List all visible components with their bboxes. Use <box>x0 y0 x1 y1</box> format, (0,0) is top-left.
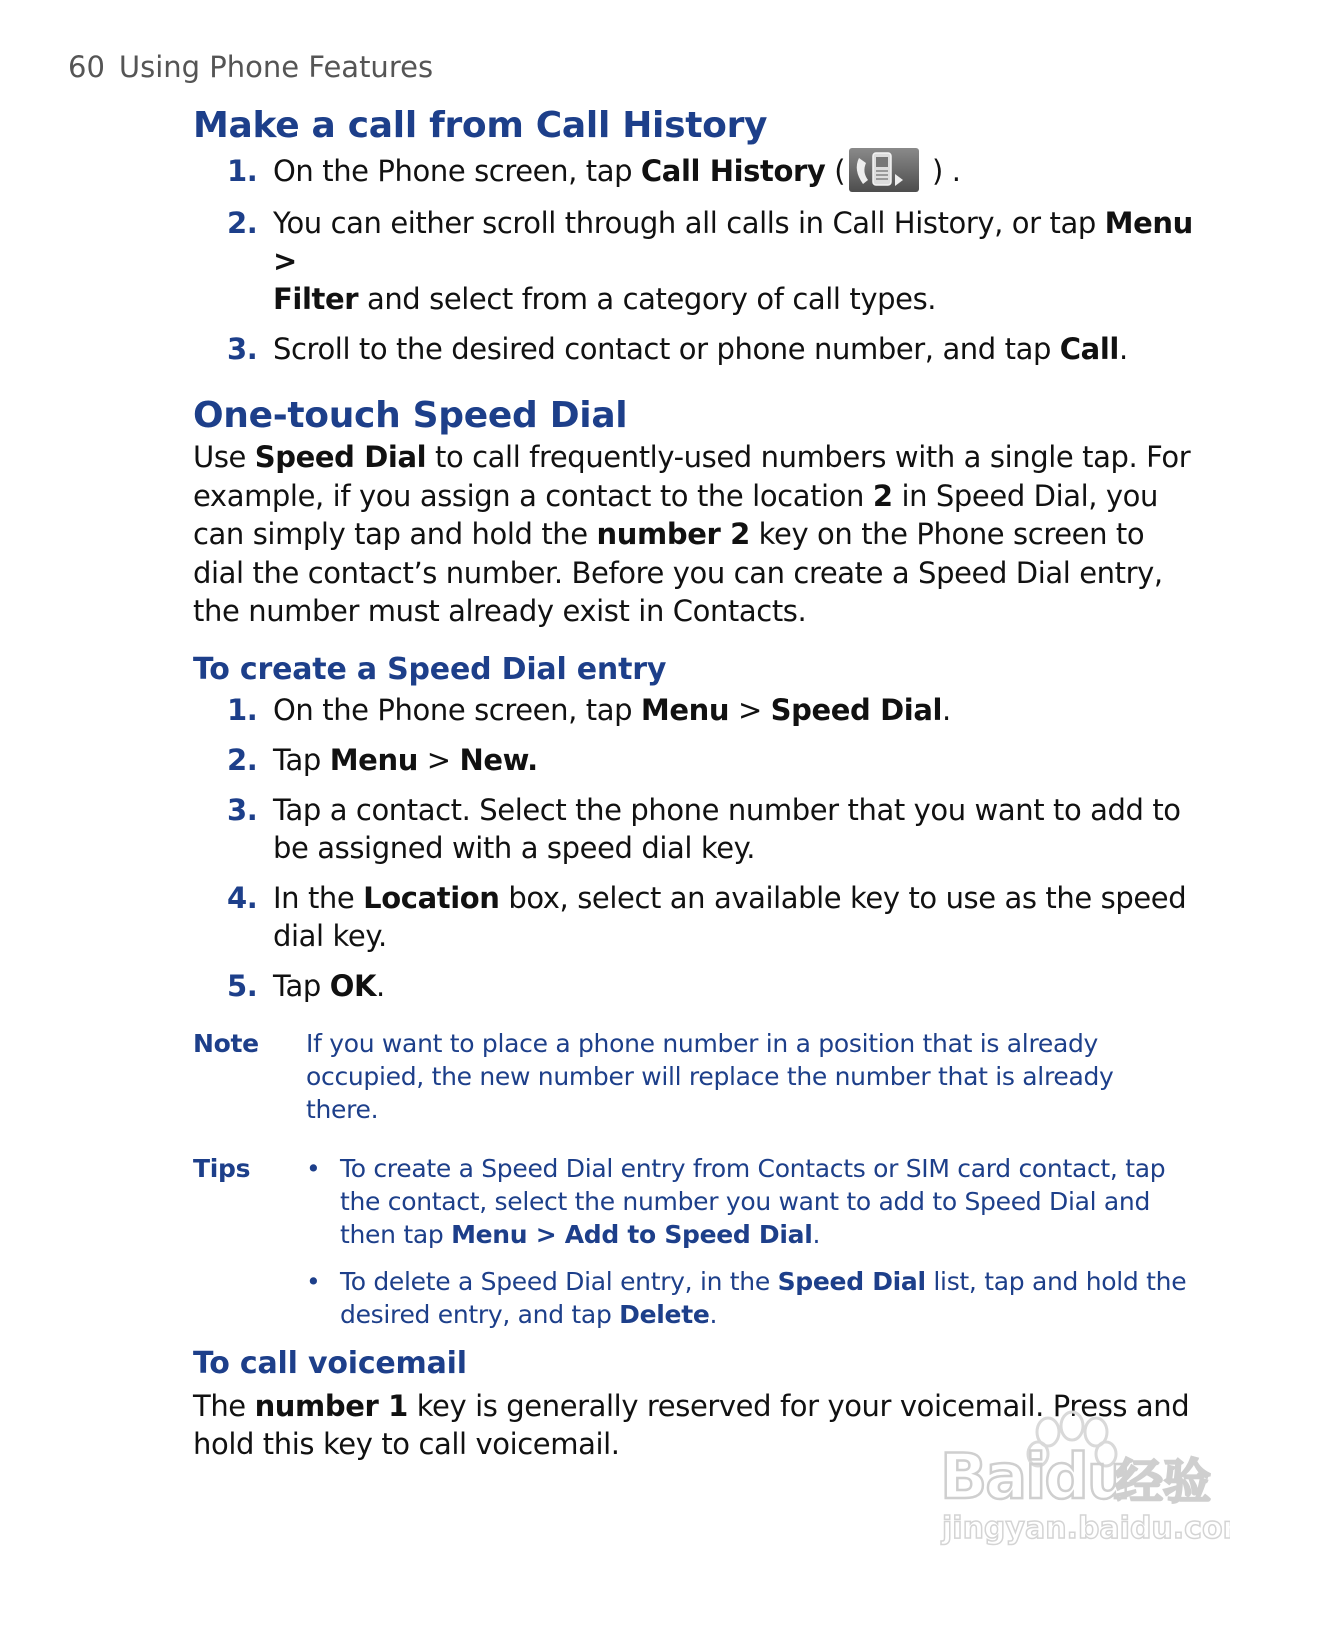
tips-list <box>306 1152 1193 1331</box>
svg-text:Baidu: Baidu <box>940 1440 1129 1513</box>
list-item: 3. Scroll to the desired contact or phone number, and tap Call. <box>227 332 1128 366</box>
list-item: 5. Tap OK. <box>227 968 385 1003</box>
svg-text:经验: 经验 <box>1115 1454 1212 1510</box>
call-history-steps <box>193 152 1193 368</box>
note-callout <box>193 1027 1193 1126</box>
list-item: • To create a Speed Dial entry from Contacts or SIM card contact, tap the contact, select the number you want to add to Speed Dial and then tap Menu > Add to Speed Dial. <box>306 1153 1166 1249</box>
call-history-icon <box>849 148 919 192</box>
note-label: Note <box>193 1028 259 1058</box>
heading-create-entry: To create a Speed Dial entry <box>193 651 667 687</box>
heading-call-history: Make a call from Call History <box>193 105 768 146</box>
page-content <box>193 104 1193 1464</box>
bullet: • <box>306 1153 321 1183</box>
tips-callout <box>193 1152 1193 1331</box>
list-item: 2. Tap Menu > New. <box>227 742 538 777</box>
voicemail-text: The number 1 key is generally reserved for your voicemail. Press and hold this key to call voicemail. <box>193 1388 1190 1461</box>
baidu-watermark <box>930 1410 1230 1550</box>
running-head <box>68 50 433 84</box>
create-entry-steps <box>193 691 1193 1005</box>
speed-dial-intro: Use Speed Dial to call frequently-used numbers with a single tap. For example, if you assign a contact to the location 2 in Speed Dial, you can simply tap and hold the number 2 key on the Phone screen to dial the contact’s number. Before you can create a Speed Dial entry, the number must already exist in Contacts. <box>193 440 1191 628</box>
section-title: Using Phone Features <box>118 50 434 84</box>
list-item: 1. On the Phone screen, tap Menu > Speed Dial. <box>227 692 951 727</box>
svg-text:jingyan.baidu.com: jingyan.baidu.com <box>942 1511 1230 1546</box>
list-item: 4. In the Location box, select an available key to use as the speed dial key. <box>227 880 1187 953</box>
list-item: 1. On the Phone screen, tap Call History ( ) . <box>193 152 1193 192</box>
heading-speed-dial: One-touch Speed Dial <box>193 395 628 436</box>
page-number: 60 <box>68 50 105 84</box>
heading-voicemail: To call voicemail <box>193 1345 467 1381</box>
tips-label: Tips <box>193 1153 251 1183</box>
note-text: If you want to place a phone number in a position that is already occupied, the new number will replace the number that is already there. <box>306 1028 1114 1124</box>
list-item: 2. You can either scroll through all calls in Call History, or tap Menu > Filter and select from a category of call types. <box>227 206 1193 316</box>
list-item: 3. Tap a contact. Select the phone number that you want to add to be assigned with a speed dial key. <box>227 792 1181 865</box>
list-item: • To delete a Speed Dial entry, in the Speed Dial list, tap and hold the desired entry, and tap Delete. <box>306 1266 1187 1329</box>
bullet: • <box>306 1266 321 1296</box>
